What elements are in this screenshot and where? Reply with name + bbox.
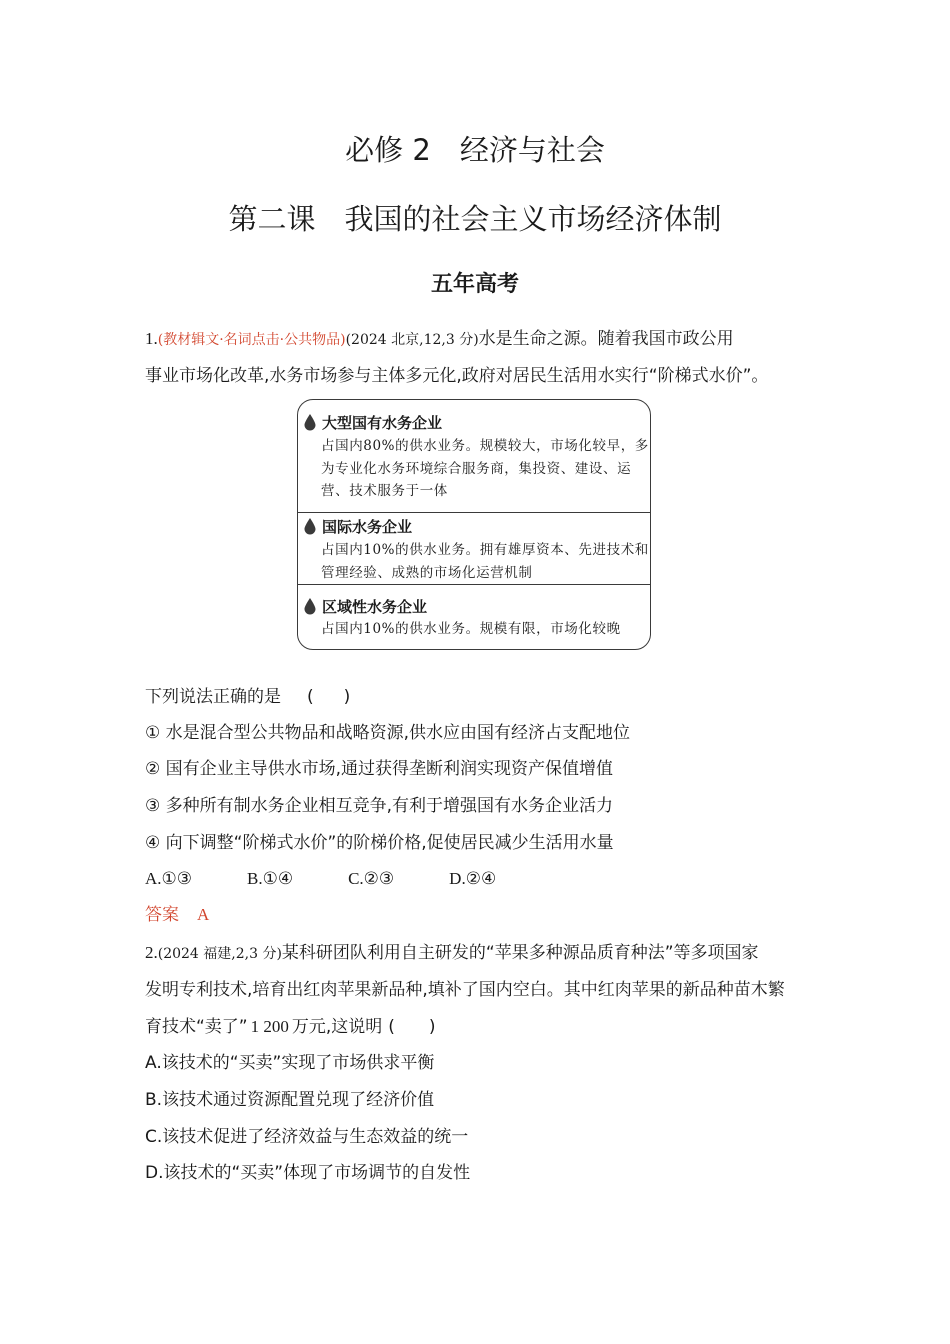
q1-option-b[interactable]: B.①④	[247, 869, 294, 888]
q1-option-a[interactable]: A.①③	[145, 869, 193, 888]
water-enterprise-infographic	[297, 399, 651, 650]
section-title: 五年高考	[430, 272, 519, 297]
lesson-title: 第二课 我国的社会主义市场经济体制	[228, 202, 722, 236]
q1-number: 1.	[145, 329, 158, 348]
infographic-text: 占国内10%的供水业务。规模有限，市场化较晚	[321, 621, 621, 637]
q1-source: (2024 北京,12,3 分)	[345, 332, 479, 348]
q1-option-c[interactable]: C.②③	[348, 869, 395, 888]
q2-stem-line3: 育技术“卖了” 1 200 万元,这说明 ( )	[145, 1017, 436, 1037]
infographic-text: 占国内10%的供水业务。拥有雄厚资本、先进技术和管理经验、成熟的市场化运营机制	[321, 542, 649, 581]
q1-prompt: 下列说法正确的是 ( )	[145, 687, 351, 707]
q1-answer	[145, 902, 209, 928]
infographic-text: 占国内80%的供水业务。规模较大，市场化较早，多为专业化水务环境综合服务商，集投资、建设、运营、技术服务于一体	[321, 438, 649, 499]
infographic-section-regional	[298, 584, 650, 650]
q1-statement: ② 国有企业主导供水市场,通过获得垄断利润实现资产保值增值	[145, 759, 614, 779]
q1-statement: ④ 向下调整“阶梯式水价”的阶梯价格,促使居民减少生活用水量	[145, 833, 614, 853]
infographic-section-international	[298, 512, 650, 585]
q2-option-b[interactable]: B.该技术通过资源配置兑现了经济价值	[145, 1090, 435, 1110]
q1-stem-line2: 事业市场化改革,水务市场参与主体多元化,政府对居民生活用水实行“阶梯式水价”。	[145, 366, 769, 386]
q1-tag: (教材辑文·名词点击·公共物品)	[157, 332, 346, 348]
q2-source: (2024 福建,2,3 分)	[157, 946, 282, 962]
infographic-section-state-owned	[298, 400, 650, 512]
q2-number: 2.	[145, 943, 158, 962]
q1-statement: ③ 多种所有制水务企业相互竞争,有利于增强国有水务企业活力	[145, 796, 614, 816]
water-drop-icon	[303, 517, 317, 535]
infographic-heading: 区域性水务企业	[322, 598, 428, 616]
q2-stem-line1: 2.(2024 福建,2,3 分)某科研团队利用自主研发的“苹果多种源品质育种法”等多项国家	[145, 943, 759, 963]
q2-option-a[interactable]: A.该技术的“买卖”实现了市场供求平衡	[145, 1053, 435, 1073]
water-drop-icon	[303, 413, 317, 431]
q1-option-d[interactable]: D.②④	[449, 869, 497, 888]
q1-stem-line1	[145, 326, 734, 353]
water-drop-icon	[303, 597, 317, 615]
q2-option-c[interactable]: C.该技术促进了经济效益与生态效益的统一	[145, 1127, 469, 1147]
q1-stem-text: 水是生命之源。随着我国市政公用	[478, 329, 734, 349]
answer-value: A	[197, 905, 210, 924]
answer-label: 答案	[145, 905, 179, 925]
q2-stem-line2: 发明专利技术,培育出红肉苹果新品种,填补了国内空白。其中红肉苹果的新品种苗木繁	[145, 980, 785, 1000]
q2-option-d[interactable]: D.该技术的“买卖”体现了市场调节的自发性	[145, 1163, 471, 1183]
page-title: 必修 2 经济与社会	[345, 133, 605, 167]
q1-options	[145, 866, 551, 892]
infographic-heading: 大型国有水务企业	[322, 414, 443, 432]
q1-statement: ① 水是混合型公共物品和战略资源,供水应由国有经济占支配地位	[145, 723, 631, 743]
infographic-heading: 国际水务企业	[322, 518, 413, 536]
